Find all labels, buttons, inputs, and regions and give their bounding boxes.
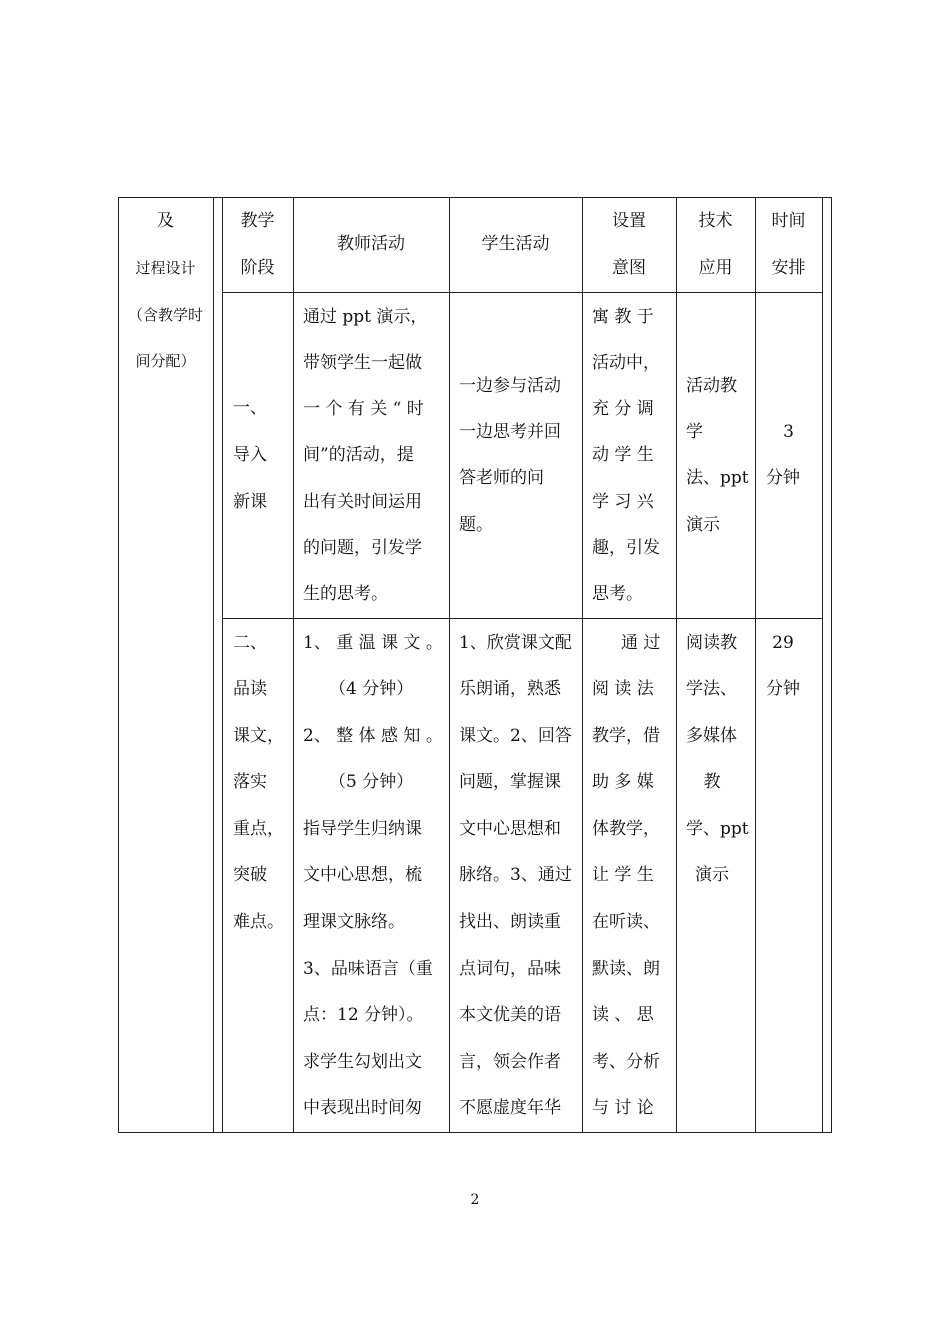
row2-student-2: 乐朗诵，熟悉 — [459, 679, 561, 699]
header-teacher: 教师活动 — [337, 234, 405, 254]
row1-intent-3: 充 分 调 — [592, 399, 654, 419]
row2-tech-5: 学、ppt — [686, 819, 749, 839]
col-divider-f — [676, 197, 677, 1133]
row1-tech-2: 学 — [686, 422, 703, 442]
row1-time-1: 3 — [783, 422, 794, 442]
row2-teacher-1: 1、 重 温 课 文 。 — [303, 633, 443, 653]
row1-intent-5: 学 习 兴 — [592, 492, 654, 512]
row2-intent-10: 考、分析 — [592, 1052, 660, 1072]
row2-intent-8: 默读、朗 — [592, 959, 660, 979]
row2-stage-7: 难点。 — [233, 912, 284, 932]
col-divider-c — [293, 197, 294, 1133]
row1-teacher-4: 间”的活动，提 — [303, 445, 414, 465]
row2-teacher-11: 中表现出时间匆 — [303, 1098, 422, 1118]
header-time-2: 安排 — [771, 258, 806, 278]
row2-student-7: 找出、朗读重 — [459, 912, 561, 932]
left-label-line-3: （含教学时 — [127, 306, 203, 324]
row1-tech-4: 演示 — [686, 515, 720, 535]
row2-student-4: 问题，掌握课 — [459, 772, 561, 792]
row-divider — [222, 618, 822, 619]
left-label-line-4: 间分配） — [135, 352, 196, 370]
row1-tech-3: 法、ppt — [686, 468, 749, 488]
row2-teacher-5: 指导学生归纳课 — [303, 819, 422, 839]
row2-student-11: 不愿虚度年华 — [459, 1098, 561, 1118]
row1-stage-2: 导入 — [233, 445, 267, 465]
row1-stage-1: 一、 — [233, 398, 267, 418]
row2-tech-3: 多媒体 — [686, 726, 737, 746]
col-divider-h — [822, 197, 823, 1133]
row1-student-3: 答老师的问 — [459, 468, 544, 488]
row1-teacher-5: 出有关时间运用 — [303, 492, 422, 512]
left-label-line-1: 及 — [157, 211, 174, 231]
row1-student-4: 题。 — [459, 515, 493, 535]
row2-stage-6: 突破 — [233, 865, 267, 885]
row2-intent-7: 在听读、 — [592, 912, 660, 932]
row1-teacher-1: 通过 ppt 演示， — [303, 307, 428, 327]
header-stage-1: 教学 — [240, 211, 275, 231]
row2-tech-1: 阅读教 — [686, 633, 737, 653]
row2-student-8: 点词句，品味 — [459, 959, 561, 979]
row2-stage-1: 二、 — [233, 633, 267, 653]
row2-teacher-3: 2、 整 体 感 知 。 — [303, 726, 443, 746]
row2-intent-2: 阅 读 法 — [592, 679, 654, 699]
row2-student-10: 言，领会作者 — [459, 1052, 561, 1072]
row2-student-9: 本文优美的语 — [459, 1005, 561, 1025]
col-divider-d — [449, 197, 450, 1133]
row2-intent-6: 让 学 生 — [592, 865, 654, 885]
row2-time-2: 分钟 — [766, 679, 800, 699]
row1-teacher-2: 带领学生一起做 — [303, 353, 422, 373]
table-bottom-border — [118, 1132, 832, 1133]
row2-student-5: 文中心思想和 — [459, 819, 561, 839]
row2-intent-9: 读 、 思 — [592, 1005, 654, 1025]
row2-tech-4: 教 — [703, 772, 721, 792]
header-tech-1: 技术 — [698, 211, 733, 231]
row1-intent-7: 思考。 — [592, 584, 643, 604]
row1-intent-2: 活动中， — [592, 353, 660, 373]
row2-stage-3: 课文， — [233, 726, 284, 746]
row2-intent-1: 通 过 — [621, 633, 661, 653]
header-student: 学生活动 — [481, 234, 550, 254]
header-divider — [222, 292, 822, 293]
row2-intent-4: 助 多 媒 — [592, 772, 654, 792]
col-divider-e — [582, 197, 583, 1133]
row2-student-1: 1、欣赏课文配 — [459, 633, 572, 653]
header-intent-2: 意图 — [612, 258, 646, 278]
row2-teacher-9: 点：12 分钟）。 — [303, 1005, 424, 1025]
row2-teacher-2: （4 分钟） — [329, 679, 414, 699]
col-divider-a — [213, 197, 214, 1133]
row2-tech-6: 演示 — [695, 865, 729, 885]
row2-intent-3: 教学，借 — [592, 726, 660, 746]
row2-student-3: 课文。2、回答 — [459, 726, 572, 746]
row1-intent-1: 寓 教 于 — [592, 307, 654, 327]
header-intent-1: 设置 — [612, 211, 646, 231]
col-divider-b — [222, 197, 223, 1133]
row1-intent-6: 趣，引发 — [592, 538, 660, 558]
header-stage-2: 阶段 — [240, 258, 275, 278]
row1-stage-3: 新课 — [233, 492, 267, 512]
header-time-1: 时间 — [771, 211, 806, 231]
row2-teacher-7: 理课文脉络。 — [303, 912, 405, 932]
row1-intent-4: 动 学 生 — [592, 445, 654, 465]
row2-teacher-8: 3、品味语言（重 — [303, 959, 433, 979]
row1-student-1: 一边参与活动 — [459, 376, 561, 396]
row2-intent-5: 体教学， — [592, 819, 660, 839]
row2-teacher-4: （5 分钟） — [329, 772, 414, 792]
header-tech-2: 应用 — [698, 258, 733, 278]
row1-tech-1: 活动教 — [686, 376, 737, 396]
row2-tech-2: 学法、 — [686, 679, 737, 699]
row2-teacher-10: 求学生勾划出文 — [303, 1052, 422, 1072]
row2-stage-5: 重点， — [233, 819, 284, 839]
row1-teacher-6: 的问题，引发学 — [303, 538, 422, 558]
row1-time-2: 分钟 — [766, 468, 800, 488]
row2-teacher-6: 文中心思想，梳 — [303, 865, 422, 885]
row2-stage-4: 落实 — [233, 772, 267, 792]
row1-teacher-3: 一 个 有 关 “ 时 — [303, 399, 424, 419]
row2-stage-2: 品读 — [233, 679, 267, 699]
row2-time-1: 29 — [772, 633, 794, 653]
table-right-border — [831, 197, 832, 1133]
row1-student-2: 一边思考并回 — [459, 422, 561, 442]
page-number: 2 — [470, 1192, 480, 1208]
row2-student-6: 脉络。3、通过 — [459, 865, 572, 885]
left-label-line-2: 过程设计 — [135, 259, 196, 277]
row2-intent-11: 与 讨 论 — [592, 1098, 654, 1118]
row1-teacher-7: 生的思考。 — [303, 584, 388, 604]
